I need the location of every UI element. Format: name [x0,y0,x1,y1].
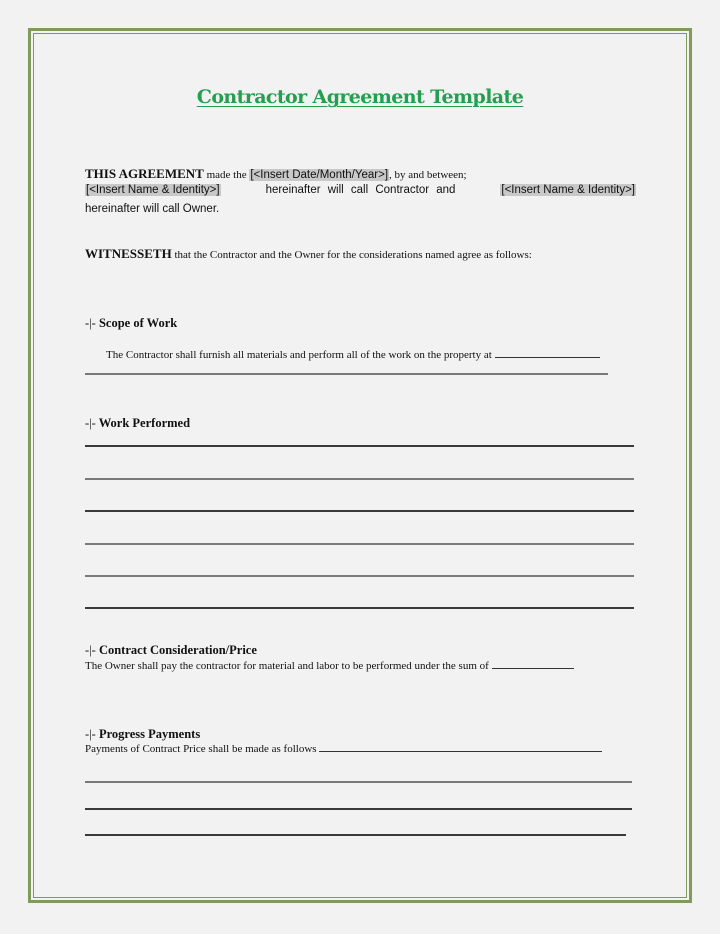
intro-line-2 [85,184,636,196]
scope-of-work-text [106,348,600,361]
payments-text: Payments of Contract Price shall be made as follows [85,743,317,755]
work-performed-line-6[interactable] [85,607,634,609]
section-marker: -|- [85,643,96,657]
progress-payments-line-2[interactable] [85,808,632,810]
contract-sum-blank[interactable] [492,659,574,669]
section-heading-contract-price [85,643,257,658]
intro-line-1 [85,166,467,182]
price-text: The Owner shall pay the contractor for material and labor to be performed under the sum of [85,660,489,672]
witnesseth-paragraph [85,246,532,262]
owner-name-placeholder-field[interactable]: [<Insert Name & Identity>] [501,184,635,196]
by-and-between-text: , by and between; [389,169,467,181]
work-performed-line-1[interactable] [85,445,634,447]
progress-payments-text [85,742,602,755]
date-placeholder-field[interactable]: [<Insert Date/Month/Year>] [250,169,389,181]
work-performed-line-3[interactable] [85,510,634,512]
scope-text: The Contractor shall furnish all materials and perform all of the work on the property at [106,349,492,361]
intro-line-3 [85,203,219,215]
agreement-lead: THIS AGREEMENT [85,166,204,181]
progress-payments-line-3[interactable] [85,834,626,836]
section-title: Progress Payments [98,727,201,741]
made-the-text: made the [206,169,247,181]
section-title: Scope of Work [98,316,178,330]
witnesseth-lead: WITNESSETH [85,246,172,261]
contract-price-text [85,659,574,672]
section-marker: -|- [85,416,96,430]
section-heading-work-performed [85,416,190,431]
work-performed-line-2[interactable] [85,478,634,480]
section-heading-progress-payments [85,727,200,742]
work-performed-line-5[interactable] [85,575,634,577]
contractor-name-placeholder-field[interactable]: [<Insert Name & Identity>] [86,184,220,196]
payment-schedule-blank[interactable] [319,742,602,752]
document-title: Contractor Agreement Template [196,86,524,108]
witnesseth-text: that the Contractor and the Owner for the considerations named agree as follows: [174,249,532,261]
property-address-blank[interactable] [495,348,600,358]
hereinafter-owner-text: hereinafter will call Owner. [85,203,220,215]
scope-blank-line[interactable] [85,373,608,375]
section-marker: -|- [85,316,96,330]
section-title: Work Performed [98,416,191,430]
section-marker: -|- [85,727,96,741]
progress-payments-line-1[interactable] [85,781,632,783]
work-performed-line-4[interactable] [85,543,634,545]
page-border-inner [33,33,687,898]
hereinafter-contractor-text: hereinafter will call Contractor and [265,184,456,196]
section-heading-scope-of-work [85,316,177,331]
section-title: Contract Consideration/Price [98,643,257,657]
